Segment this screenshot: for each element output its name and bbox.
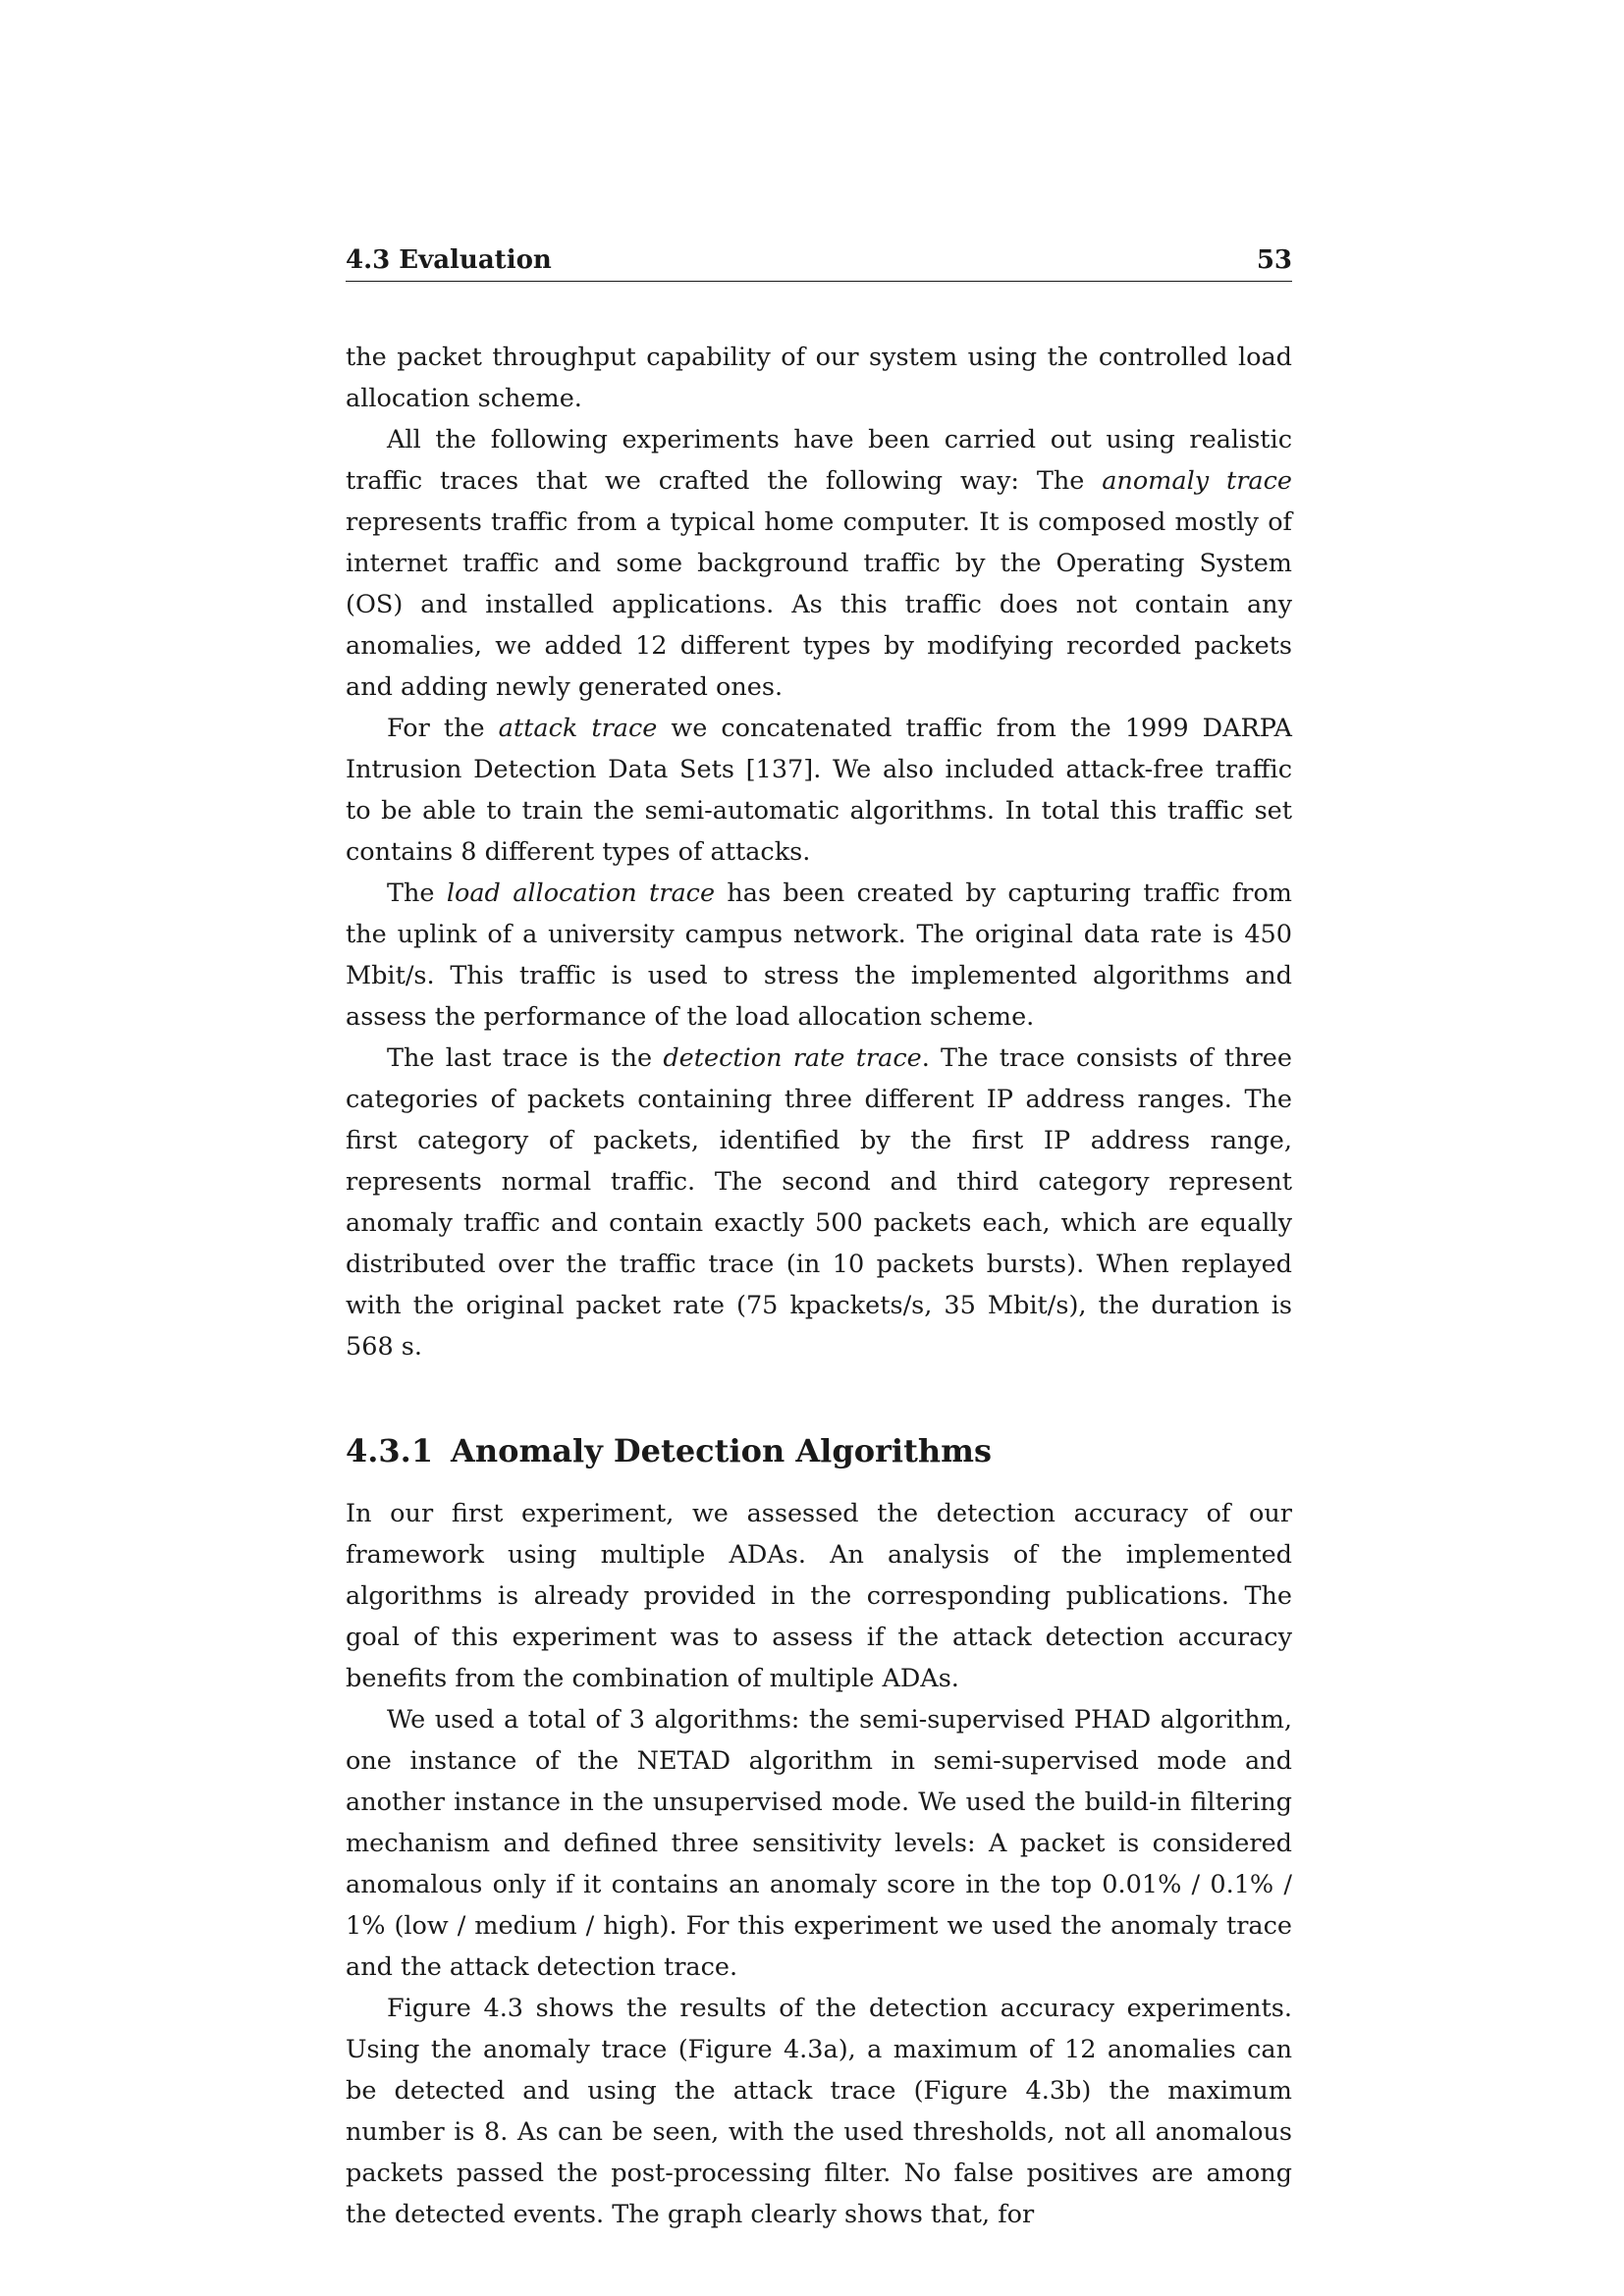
paragraph xyxy=(346,1699,1292,1988)
body-text-bottom xyxy=(346,1493,1292,2235)
running-header xyxy=(346,245,1292,282)
paragraph xyxy=(346,1988,1292,2235)
text-run: has been created by capturing traffic from the uplink of a university campus network. The original data rate is 450 Mbit/s. This traffic is used to stress the implemented algorithms and assess the performance of the load allocation scheme. xyxy=(346,879,1292,1032)
text-run: Figure 4.3 shows the results of the detection accuracy experiments. Using the anomaly trace (Figure 4.3a), a maximum of 12 anomalies can be detected and using the attack trace (Figure 4.3b) the maximum number is 8. As can be seen, with the used thresholds, not all anomalous packets passed the post-processing filter. No false positives are among the detected events. The graph clearly shows that, for xyxy=(346,1994,1292,2229)
text-run: For the xyxy=(387,714,499,743)
text-run: The last trace is the xyxy=(387,1043,664,1073)
page-number: 53 xyxy=(1256,245,1292,275)
text-run: we concatenated traffic from the 1999 DARPA Intrusion Detection Data Sets [137]. We also included attack-free traffic to be able to train the semi-automatic algorithms. In total this traffic set contains 8 different types of attacks. xyxy=(346,714,1292,867)
italic-term: anomaly trace xyxy=(1102,466,1292,496)
paragraph xyxy=(346,1493,1292,1699)
text-run: . The trace consists of three categories of packets containing three different IP address ranges. The first category of packets, identified by the first IP address range, represents normal traffic. The second and third category represent anomaly traffic and contain exactly 500 packets each, which are equally distributed over the traffic trace (in 10 packets bursts). When replayed with the original packet rate (75 kpackets/s, 35 Mbit/s), the duration is 568 s. xyxy=(346,1043,1292,1362)
page xyxy=(346,245,1292,2235)
section-heading xyxy=(346,1432,1292,1469)
text-run: the packet throughput capability of our system using the controlled load allocation scheme. xyxy=(346,343,1292,413)
text-run: The xyxy=(387,879,447,908)
section-title: Anomaly Detection Algorithms xyxy=(451,1432,992,1469)
paragraph xyxy=(346,873,1292,1038)
paragraph xyxy=(346,337,1292,419)
paragraph xyxy=(346,1038,1292,1367)
text-run: represents traffic from a typical home computer. It is composed mostly of internet traffic and some background traffic by the Operating System (OS) and installed applications. As this traffic does not contain any anomalies, we added 12 different types by modifying recorded packets and adding newly generated ones. xyxy=(346,507,1292,702)
paragraph xyxy=(346,419,1292,708)
section-number: 4.3.1 xyxy=(346,1432,434,1469)
italic-term: detection rate trace xyxy=(663,1043,922,1073)
paragraph xyxy=(346,708,1292,873)
header-section-title: 4.3 Evaluation xyxy=(346,245,552,275)
text-run: All the following experiments have been carried out using realistic traffic traces that we crafted the following way: The xyxy=(346,425,1292,496)
body-text-top xyxy=(346,337,1292,1367)
italic-term: load allocation trace xyxy=(446,879,716,908)
italic-term: attack trace xyxy=(498,714,658,743)
text-run: We used a total of 3 algorithms: the semi-supervised PHAD algorithm, one instance of the NETAD algorithm in semi-supervised mode and another instance in the unsupervised mode. We used the build-in filtering mechanism and defined three sensitivity levels: A packet is considered anomalous only if it contains an anomaly score in the top 0.01% / 0.1% / 1% (low / medium / high). For this experiment we used the anomaly trace and the attack detection trace. xyxy=(346,1705,1292,1982)
text-run: In our first experiment, we assessed the detection accuracy of our framework using multiple ADAs. An analysis of the implemented algorithms is already provided in the corresponding publications. The goal of this experiment was to assess if the attack detection accuracy benefits from the combination of multiple ADAs. xyxy=(346,1499,1292,1693)
